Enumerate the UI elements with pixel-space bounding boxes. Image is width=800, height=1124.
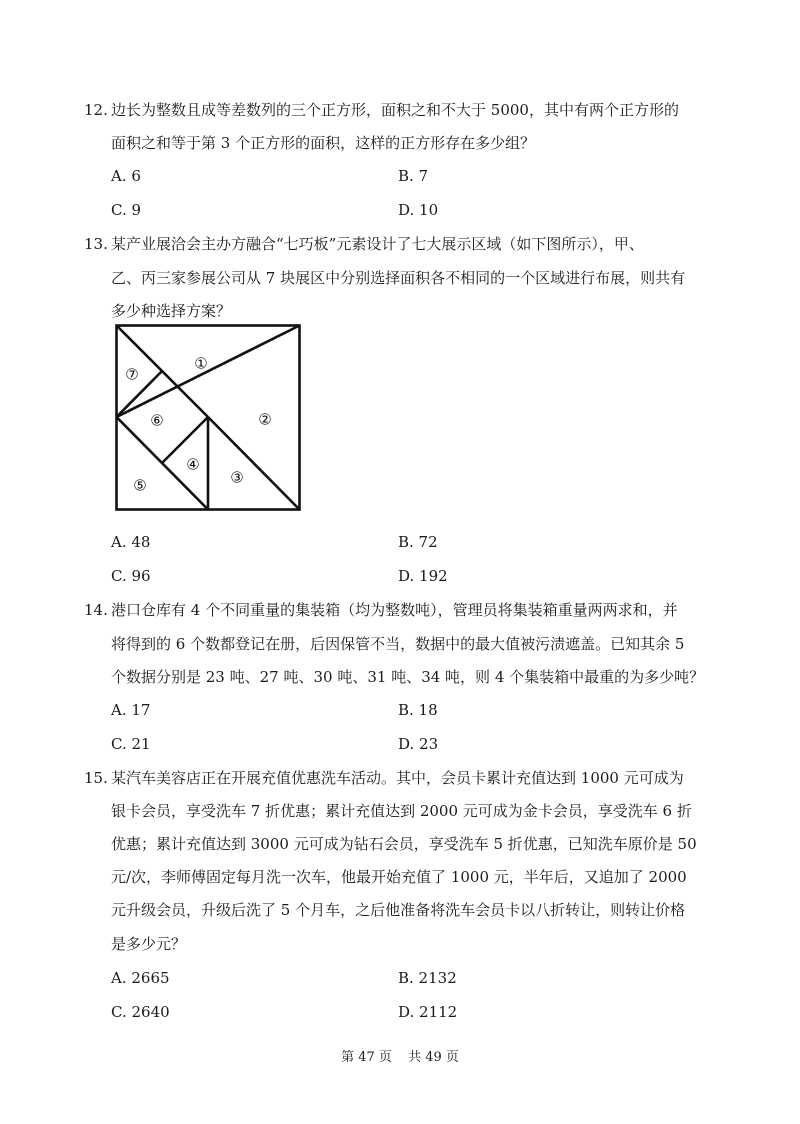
q15-number: 15. <box>84 769 108 787</box>
tangram-line-4 <box>162 417 208 463</box>
q12-text-line-1: 边长为整数且成等差数列的三个正方形，面积之和不大于 5000，其中有两个正方形的 <box>111 101 679 119</box>
q15-option-b: B. 2132 <box>398 969 457 987</box>
q12-number: 12. <box>84 101 108 119</box>
total-pages: 共 49 页 <box>408 1050 459 1065</box>
tangram-label-7: ⑦ <box>125 365 139 384</box>
tangram-line-right <box>117 326 300 418</box>
q12-option-b: B. 7 <box>398 167 429 185</box>
tangram-label-6: ⑥ <box>150 411 164 430</box>
q13-option-c: C. 96 <box>111 567 151 585</box>
q12-option-d: D. 10 <box>398 201 439 219</box>
q15-text-line-3: 优惠；累计充值达到 3000 元可成为钻石会员，享受洗车 5 折优惠，已知洗车原价是 50 <box>111 835 697 853</box>
q15-text-line-2: 银卡会员，享受洗车 7 折优惠；累计充值达到 2000 元可成为金卡会员，享受洗车 6 折 <box>111 802 692 820</box>
q14-option-b: B. 18 <box>398 701 438 719</box>
q14-option-d: D. 23 <box>398 735 439 753</box>
tangram-label-4: ④ <box>186 455 200 474</box>
q13-option-a: A. 48 <box>111 533 151 551</box>
q12-text-line-2: 面积之和等于第 3 个正方形的面积，这样的正方形存在多少组？ <box>111 134 536 152</box>
tangram-label-3: ③ <box>230 468 244 487</box>
q14-option-c: C. 21 <box>111 735 151 753</box>
tangram-label-2: ② <box>258 410 272 429</box>
q15-option-a: A. 2665 <box>111 969 170 987</box>
q13-text-line-2: 乙、丙三家参展公司从 7 块展区中分别选择面积各不相同的一个区域进行布展，则共有 <box>111 269 686 287</box>
q14-number: 14. <box>84 601 108 619</box>
q15-text-line-5: 元升级会员，升级后洗了 5 个月车，之后他准备将洗车会员卡以八折转让，则转让价格 <box>111 901 686 919</box>
page-footer <box>0 1049 800 1067</box>
tangram-label-1: ① <box>194 354 208 373</box>
q12-option-c: C. 9 <box>111 201 142 219</box>
q15-text-line-1: 某汽车美容店正在开展充值优惠洗车活动。其中，会员卡累计充值达到 1000 元可成为 <box>111 769 684 787</box>
q13-option-b: B. 72 <box>398 533 438 551</box>
tangram-line-7 <box>117 371 163 417</box>
q15-text-line-4: 元/次，李师傅固定每月洗一次车，他最开始充值了 1000 元，半年后，又追加了 2000 <box>111 868 687 886</box>
q14-option-a: A. 17 <box>111 701 151 719</box>
tangram-label-5: ⑤ <box>133 476 147 495</box>
q13-text-line-1: 某产业展洽会主办方融合“七巧板”元素设计了七大展示区域（如下图所示），甲、 <box>111 235 644 253</box>
q15-option-c: C. 2640 <box>111 1003 170 1021</box>
tangram-figure <box>115 324 301 512</box>
q15-text-line-6: 是多少元？ <box>111 935 187 953</box>
page-number: 第 47 页 <box>341 1050 392 1065</box>
q12-option-a: A. 6 <box>111 167 141 185</box>
q13-text-line-3: 多少种选择方案？ <box>111 302 232 320</box>
q14-text-line-1: 港口仓库有 4 个不同重量的集装箱（均为整数吨），管理员将集装箱重量两两求和，并 <box>111 601 678 619</box>
q14-text-line-2: 将得到的 6 个数都登记在册，后因保管不当，数据中的最大值被污渍遮盖。已知其余 5 <box>111 635 685 653</box>
q13-number: 13. <box>84 235 108 253</box>
q14-text-line-3: 个数据分别是 23 吨、27 吨、30 吨、31 吨、34 吨，则 4 个集装箱中最重的为多少吨？ <box>111 668 705 686</box>
tangram-line-3 <box>208 417 300 510</box>
q13-option-d: D. 192 <box>398 567 448 585</box>
q15-option-d: D. 2112 <box>398 1003 458 1021</box>
